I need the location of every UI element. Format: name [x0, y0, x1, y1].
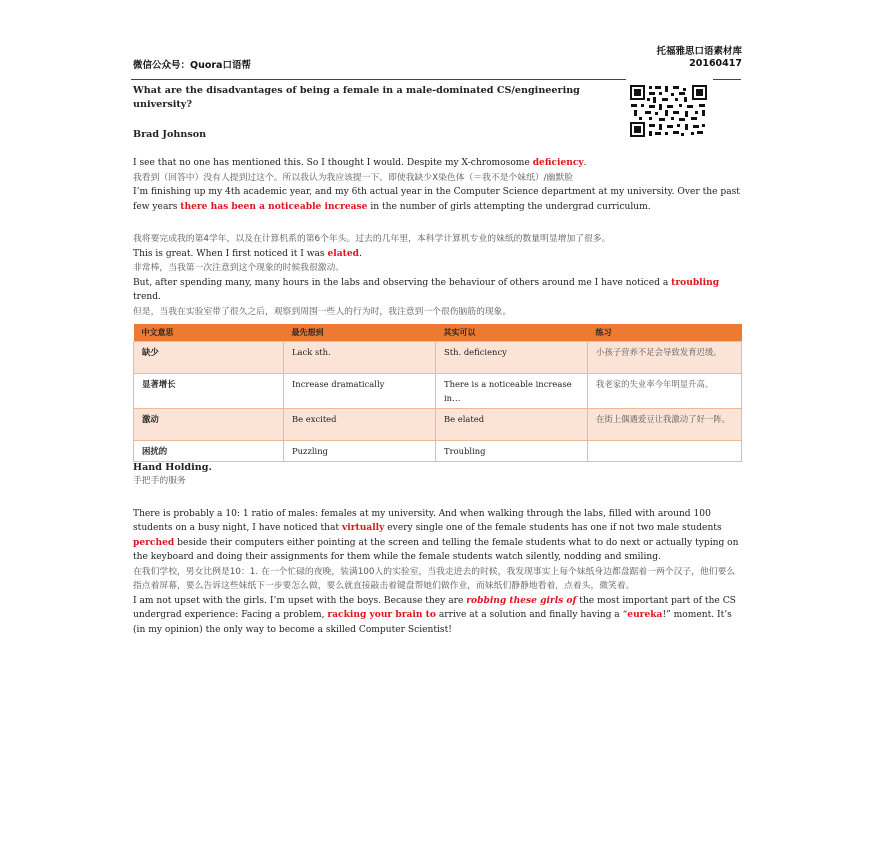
highlight-virtually: virtually [341, 522, 385, 533]
table-header-better-option: 其实可以 [436, 324, 588, 342]
paragraph-3-text: This is great. When I first noticed it I was [133, 248, 328, 259]
table-cell: 困扰的 [134, 441, 284, 462]
paragraph-3-end: . [358, 248, 362, 259]
highlight-elated: elated [327, 247, 359, 259]
paragraph-6-text-2: the most important part of the CS undergrad experience: Facing a problem, [133, 595, 736, 620]
highlight-robbing: robbing these girls of [466, 594, 577, 606]
header-rule [131, 79, 626, 80]
paragraph-5-text: There is probably a 10: 1 ratio of males: females at my university. And when walking through the labs, filled with around 100 students on a busy night, I have noticed that [133, 508, 711, 533]
table-cell: Sth. deficiency [436, 342, 588, 374]
paragraph-3-translation: 非常棒，当我第一次注意到这个现象的时候我很激动。 [133, 263, 345, 273]
table-cell: 在街上偶遇爱豆让我激动了好一阵。 [588, 409, 742, 441]
paragraph-6 [133, 594, 743, 638]
table-header-first-thought: 最先想到 [284, 324, 436, 342]
table-cell: 我老家的失业率今年明显升高。 [588, 374, 742, 409]
table-cell: 缺少 [134, 342, 284, 374]
paragraph-2-translation: 我将要完成我的第4学年，以及在计算机系的第6个年头。过去的几年里，本科学计算机专业的妹纸的数量明显增加了很多。 [133, 234, 611, 244]
paragraph-1-text: I see that no one has mentioned this. So I thought I would. Despite my X-chromosome [133, 158, 533, 168]
paragraph-4 [133, 276, 743, 305]
table-header-practice: 练习 [588, 324, 742, 342]
article-body [133, 84, 743, 637]
paragraph-5-translation: 在我们学校，男女比例是10：1. 在一个忙碌的夜晚，装满100人的实验室，当我走进去的时候，我发现事实上每个妹纸身边都盘踞着一两个汉子，他们要么指点着屏幕，要么告诉这些妹纸下一步要怎么做，要么就直接敲击着键盘帮她们做作业，而妹纸们静静地看着，点着头，微笑着。 [133, 566, 736, 591]
table-header-row [134, 324, 742, 342]
paragraph-1 [133, 156, 743, 171]
paragraph-6-text: I am not upset with the girls. I’m upset with the boys. Because they are [133, 595, 467, 606]
table-cell: Increase dramatically [284, 374, 436, 409]
table-cell: There is a noticeable increase in… [436, 374, 588, 409]
paragraph-4-end: trend. [133, 292, 161, 302]
table-cell: Be excited [284, 409, 436, 441]
highlight-troubling: troubling [671, 276, 720, 288]
paragraph-2 [133, 185, 743, 214]
vocabulary-table [133, 324, 742, 462]
table-row [134, 409, 742, 441]
highlight-noticeable-increase: there has been a noticeable increase [180, 200, 368, 212]
highlight-eureka: eureka [627, 609, 663, 620]
table-row [134, 441, 742, 462]
paragraph-2-text: I’m finishing up my 4th academic year, and my 6th actual year in the Computer Science department at my university. Over the past few years [133, 187, 740, 212]
table-cell: Troubling [436, 441, 588, 462]
paragraph-1-end: . [583, 158, 587, 168]
table-cell: 激动 [134, 409, 284, 441]
highlight-perched: perched [133, 536, 175, 548]
paragraph-6-text-3: arrive at a solution and finally having a “ [435, 610, 628, 620]
header-account: 微信公众号：Quora口语帮 [133, 60, 251, 71]
header-date: 20160417 [689, 58, 742, 69]
author-name: Brad Johnson [133, 129, 207, 140]
question-title: What are the disadvantages of being a female in a male-dominated CS/engineering university? [133, 85, 580, 110]
table-header-meaning: 中文意思 [134, 324, 284, 342]
paragraph-2-end: in the number of girls attempting the undergrad curriculum. [367, 201, 651, 212]
section-title: Hand Holding. [133, 462, 212, 473]
paragraph-5 [133, 507, 743, 565]
header-library-title: 托福雅思口语素材库 [656, 46, 742, 57]
paragraph-4-text: But, after spending many, many hours in the labs and observing the behaviour of others around me I have noticed a [133, 277, 672, 288]
table-cell: Be elated [436, 409, 588, 441]
table-row [134, 374, 742, 409]
paragraph-4-translation: 但是，当我在实验室带了很久之后，观察到周围一些人的行为时，我注意到一个很伤脑筋的现象。 [133, 306, 512, 317]
paragraph-5-text-2: every single one of the female students has one if not two male students [384, 523, 722, 533]
header-library [622, 46, 742, 70]
paragraph-1-translation: 我看到（回答中）没有人提到过这个。所以我认为我应该提一下。即使我缺少X染色体（＝我不是个妹纸）/幽默脸 [133, 172, 574, 183]
table-cell [588, 441, 742, 462]
header-rule-short [713, 79, 741, 80]
table-cell: Lack sth. [284, 342, 436, 374]
table-row [134, 342, 742, 374]
paragraph-6-end: !” moment. It’s (in my opinion) the only way to become a skilled Computer Scientist! [133, 610, 732, 635]
paragraph-5-end: beside their computers either pointing at the screen and telling the female students what to do next or actually typing on the keyboard and doing their assignments for them while the female students watch silently, nodding and smiling. [133, 537, 739, 562]
table-cell: 小孩子营养不足会导致发育迟缓。 [588, 342, 742, 374]
section-title-translation: 手把手的服务 [133, 476, 186, 486]
highlight-racking-brain: racking your brain to [327, 609, 436, 620]
table-cell: Puzzling [284, 441, 436, 462]
paragraph-3 [133, 247, 743, 262]
highlight-deficiency: deficiency [532, 157, 584, 168]
table-cell: 显著增长 [134, 374, 284, 409]
